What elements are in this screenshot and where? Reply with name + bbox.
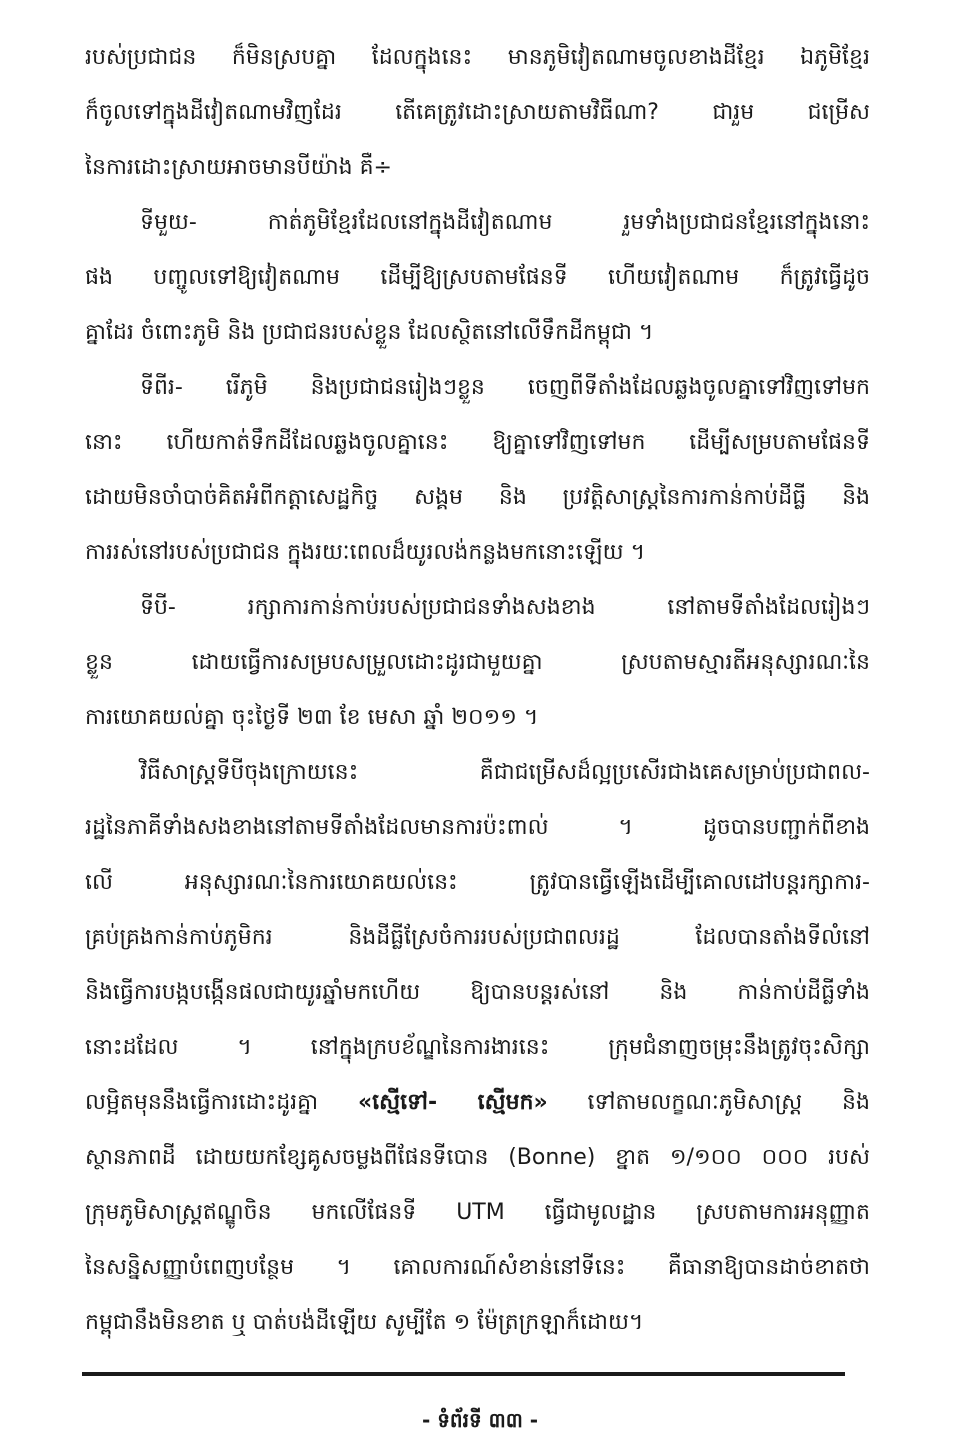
text-line: គ្នាដែរ ចំពោះភូមិ និង ប្រជាជនរបស់ខ្លួន ដែលស្ថិតនៅលើទឹកដីកម្ពុជា ។: [85, 320, 654, 345]
text-line: ក៏ចូលទៅក្នុងដីវៀតណាមវិញដែរ តើគេត្រូវដោះស្រាយតាមវិធីណា? ជារួម ជម្រើស: [85, 100, 870, 125]
text-line: ក្រុមភូមិសាស្ត្រឥណ្ឌូចិន មកលើផែនទី UTM ធ្វើជាមូលដ្ឋាន ស្របតាមការអនុញ្ញាត: [85, 1200, 870, 1225]
text-line: នៃការដោះស្រាយអាចមានបីយ៉ាង គឺ÷: [85, 155, 392, 180]
emphasis-phrase: «ស្មើទៅ- ស្មើមក»: [357, 1090, 548, 1115]
text-line: នោះ ហើយកាត់ទឹកដីដែលឆ្លងចូលគ្នានេះ ឱ្យគ្នាទៅវិញទៅមក ដើម្បីសម្របតាមផែនទី: [85, 430, 870, 455]
body-text: [85, 30, 870, 1350]
text-line: វិធីសាស្ត្រទីបីចុងក្រោយនេះ គឺជាជម្រើសដ៏ល្អប្រសើរជាងគេសម្រាប់ប្រជាពល-: [140, 760, 870, 785]
text-line: រដ្ឋនៃភាគីទាំងសងខាងនៅតាមទីតាំងដែលមានការប៉ះពាល់ ។ ដូចបានបញ្ជាក់ពីខាង: [85, 815, 870, 840]
text-line: ផង បញ្ចូលទៅឱ្យវៀតណាម ដើម្បីឱ្យស្របតាមផែនទី ហើយវៀតណាម ក៏ត្រូវធ្វើដូច: [85, 265, 870, 290]
text-line: ទីបី- រក្សាការកាន់កាប់របស់ប្រជាជនទាំងសងខាង នៅតាមទីតាំងដែលរៀងៗ: [140, 595, 870, 620]
text-line: នោះដដែល ។ នៅក្នុងក្របខ័ណ្ឌនៃការងារនេះ ក្រុមជំនាញចម្រុះនឹងត្រូវចុះសិក្សា: [85, 1035, 870, 1060]
text-line: លើ អនុស្សារណៈនៃការយោគយល់នេះ ត្រូវបានធ្វើឡើងដើម្បីគោលដៅបន្តរក្សាការ-: [85, 870, 870, 895]
text-line: ការរស់នៅរបស់ប្រជាជន ក្នុងរយៈពេលដ៏យូរលង់កន្លងមកនោះឡើយ ។: [85, 540, 646, 565]
page-number: - ទំព័រទី ៣៣ -: [421, 1408, 539, 1432]
footer-divider: [82, 1372, 845, 1376]
text-span: ទៅតាមលក្ខណៈភូមិសាស្ត្រ និង: [547, 1090, 870, 1115]
text-line: កម្ពុជានឹងមិនខាត ឬ បាត់បង់ដីឡើយ សូម្បីតែ ១ ម៉ែត្រក្រឡាក៏ដោយ។: [85, 1310, 644, 1335]
text-line: ការយោគយល់គ្នា ចុះថ្ងៃទី ២៣ ខែ មេសា ឆ្នាំ ២០១១ ។: [85, 705, 539, 730]
text-line: ស្ថានភាពដី ដោយយកខ្សែគូសចម្លងពីផែនទីបោន (Bonne) ខ្នាត ១/១០០ ០០០ របស់: [85, 1145, 870, 1170]
text-line: នៃសន្និសញ្ញាបំពេញបន្ថែម ។ គោលការណ៍សំខាន់នៅទីនេះ គឺធានាឱ្យបានដាច់ខាតថា: [85, 1255, 870, 1280]
text-line: គ្រប់គ្រងកាន់កាប់ភូមិករ និងដីធ្លីស្រែចំការរបស់ប្រជាពលរដ្ឋ ដែលបានតាំងទីលំនៅ: [85, 925, 870, 950]
text-line-with-emphasis: [85, 1075, 870, 1130]
text-line: ទីពីរ- រើភូមិ និងប្រជាជនរៀងៗខ្លួន ចេញពីទីតាំងដែលឆ្លងចូលគ្នាទៅវិញទៅមក: [140, 375, 870, 400]
text-line: ដោយមិនចាំបាច់គិតអំពីកត្តាសេដ្ឋកិច្ច សង្គម និង ប្រវត្តិសាស្ត្រនៃការកាន់កាប់ដីធ្លី និង: [85, 485, 870, 510]
text-line: និងធ្វើការបង្កបង្កើនផលជាយូរឆ្នាំមកហើយ ឱ្យបានបន្តរស់នៅ និង កាន់កាប់ដីធ្លីទាំង: [85, 980, 870, 1005]
text-line: ទីមួយ- កាត់ភូមិខ្មែរដែលនៅក្នុងដីវៀតណាម រួមទាំងប្រជាជនខ្មែរនៅក្នុងនោះ: [140, 210, 870, 235]
text-line: ខ្លួន ដោយធ្វើការសម្របសម្រួលដោះដូរជាមួយគ្នា ស្របតាមស្មារតីអនុស្សារណៈនៃ: [85, 650, 870, 675]
text-span: លម្អិតមុននឹងធ្វើការដោះដូរគ្នា: [85, 1090, 358, 1115]
text-line: របស់ប្រជាជន ក៏មិនស្របគ្នា ដែលក្នុងនេះ មានភូមិវៀតណាមចូលខាងដីខ្មែរ ឯភូមិខ្មែរ: [85, 45, 870, 70]
